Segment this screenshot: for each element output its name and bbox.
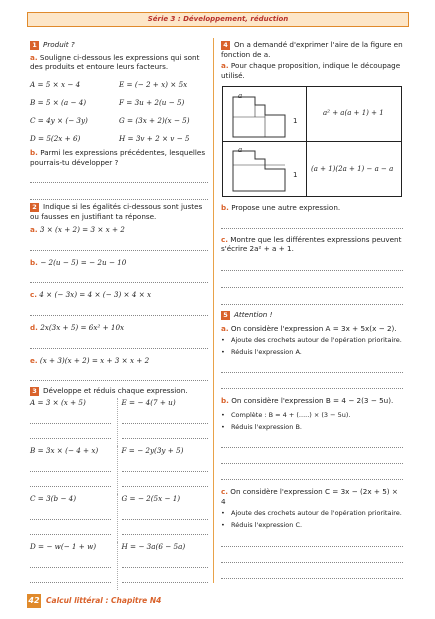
question-text: Souligne ci-dessous les expressions qui sont des produits et entoure leurs facteurs. bbox=[30, 52, 200, 72]
question-label: d. bbox=[30, 322, 38, 332]
question-label: b. bbox=[221, 396, 229, 406]
question-label: e. bbox=[30, 355, 38, 365]
exercise-number: 1 bbox=[30, 41, 39, 50]
answer-line[interactable] bbox=[221, 363, 403, 373]
equality: − 2(u − 5) = − 2u − 10 bbox=[40, 257, 127, 267]
exercise-4 bbox=[221, 40, 403, 80]
exercise-1-expressions bbox=[30, 80, 208, 200]
answer-line[interactable] bbox=[122, 477, 209, 487]
answer-line[interactable] bbox=[30, 241, 208, 251]
instruction-bullet: • Ajoute des crochets autour de l'opération prioritaire. bbox=[221, 509, 403, 519]
exercise-3 bbox=[30, 386, 208, 396]
instruction-bullet: • Ajoute des crochets autour de l'opération prioritaire. bbox=[221, 336, 403, 346]
instruction-bullet: • Réduis l'expression C. bbox=[221, 521, 403, 531]
area-figures bbox=[223, 87, 306, 196]
answer-line[interactable] bbox=[122, 573, 209, 583]
question-text: Pour chaque proposition, indique le découpage utilisé. bbox=[221, 61, 401, 80]
question-label: a. bbox=[221, 323, 229, 333]
answer-line[interactable] bbox=[30, 414, 111, 424]
expression: C = 3(b − 4) bbox=[30, 494, 77, 503]
side-label-a: a bbox=[238, 92, 243, 100]
expression: D = − w(− 1 + w) bbox=[30, 542, 97, 551]
answer-line[interactable] bbox=[30, 525, 111, 535]
figure-table bbox=[222, 86, 402, 197]
question-text: Montre que les différentes expressions peuvent s'écrire 2a² + a + 1. bbox=[221, 234, 402, 254]
question-label: a. bbox=[30, 225, 38, 235]
side-label-1: 1 bbox=[293, 117, 298, 125]
series-banner: Série 3 : Développement, réduction bbox=[27, 12, 409, 27]
expression: A = 3 × (x + 5) bbox=[30, 398, 86, 407]
question-text: Propose une autre expression. bbox=[231, 203, 341, 212]
exercise-title: Produit ? bbox=[43, 40, 75, 49]
expression: B = 5 × (a − 4) bbox=[30, 98, 87, 107]
expression: F = − 2y(3y + 5) bbox=[121, 446, 184, 455]
equality: 3 × (x + 2) = 3 × x + 2 bbox=[39, 225, 125, 235]
answer-line[interactable] bbox=[30, 190, 208, 200]
answer-line[interactable] bbox=[122, 429, 209, 439]
exercise-title: Indique si les égalités ci-dessous sont justes ou fausses en justifiant ta réponse. bbox=[30, 202, 203, 221]
answer-line[interactable] bbox=[30, 573, 111, 583]
answer-line[interactable] bbox=[122, 510, 209, 520]
answer-line[interactable] bbox=[221, 278, 403, 288]
exercise-1 bbox=[30, 40, 208, 72]
answer-line[interactable] bbox=[122, 558, 209, 568]
equality: (x + 3)(x + 2) = x + 3 × x + 2 bbox=[39, 355, 150, 365]
expression: H = 3v + 2 × v − 5 bbox=[119, 134, 190, 143]
answer-line[interactable] bbox=[221, 470, 403, 480]
table-col-divider bbox=[306, 87, 307, 196]
expression: B = 3x × (− 4 + x) bbox=[30, 446, 99, 455]
figure-shape-2 bbox=[233, 151, 285, 191]
expression: C = 4y × (− 3y) bbox=[30, 116, 88, 125]
expression-1: a² + a(a + 1) + 1 bbox=[323, 109, 384, 117]
answer-line[interactable] bbox=[221, 261, 403, 271]
answer-line[interactable] bbox=[221, 537, 403, 547]
question-label: b. bbox=[30, 257, 38, 267]
answer-line[interactable] bbox=[30, 339, 208, 349]
exercise-4-followup bbox=[221, 203, 403, 305]
question-label: b. bbox=[30, 148, 38, 157]
exercise-title: Développe et réduis chaque expression. bbox=[43, 386, 188, 395]
question-label: c. bbox=[30, 290, 37, 300]
page-number: 42 bbox=[27, 594, 41, 608]
equality: 2x(3x + 5) = 6x² + 10x bbox=[40, 322, 125, 332]
answer-line[interactable] bbox=[30, 462, 111, 472]
question-label: a. bbox=[221, 61, 229, 71]
answer-line[interactable] bbox=[122, 462, 209, 472]
exercise-number: 4 bbox=[221, 41, 230, 50]
column-divider bbox=[213, 38, 214, 583]
question-text: On considère l'expression A = 3x + 5x(x − 2). bbox=[230, 323, 397, 333]
answer-line[interactable] bbox=[30, 306, 208, 316]
expression: E = (− 2 + x) × 5x bbox=[119, 80, 188, 89]
answer-line[interactable] bbox=[30, 477, 111, 487]
expression-2: (a + 1)(2a + 1) − a − a bbox=[311, 165, 394, 173]
exercise-2 bbox=[30, 202, 208, 381]
page-footer bbox=[27, 594, 161, 608]
side-label-a: a bbox=[238, 146, 243, 154]
expression: G = − 2(5x − 1) bbox=[121, 494, 181, 503]
answer-line[interactable] bbox=[221, 438, 403, 448]
question-label: a. bbox=[30, 52, 38, 62]
expression: A = 5 × x − 4 bbox=[30, 80, 81, 89]
answer-line[interactable] bbox=[221, 553, 403, 563]
answer-line[interactable] bbox=[221, 295, 403, 305]
expression: F = 3u + 2(u − 5) bbox=[119, 98, 185, 107]
side-label-1: 1 bbox=[293, 171, 298, 179]
answer-line[interactable] bbox=[30, 173, 208, 183]
question-label: c. bbox=[221, 234, 228, 244]
chapter-title: Calcul littéral : Chapitre N4 bbox=[46, 596, 162, 605]
answer-line[interactable] bbox=[122, 414, 209, 424]
expression: E = − 4(7 + u) bbox=[121, 398, 176, 407]
instruction-bullet: • Réduis l'expression B. bbox=[221, 423, 403, 433]
answer-line[interactable] bbox=[30, 558, 111, 568]
exercise-title: Attention ! bbox=[234, 310, 273, 319]
expression: D = 5(2x + 6) bbox=[30, 134, 81, 143]
answer-line[interactable] bbox=[221, 219, 403, 229]
question-text: On considère l'expression C = 3x − (2x + 5) × 4 bbox=[221, 487, 398, 506]
answer-line[interactable] bbox=[30, 510, 111, 520]
answer-line[interactable] bbox=[221, 379, 403, 389]
answer-line[interactable] bbox=[122, 525, 209, 535]
question-text: Parmi les expressions précédentes, lesquelles pourrais-tu développer ? bbox=[30, 148, 206, 167]
exercise-title: On a demandé d'exprimer l'aire de la figure en fonction de a. bbox=[221, 40, 403, 59]
answer-line[interactable] bbox=[30, 273, 208, 283]
exercise-number: 2 bbox=[30, 203, 39, 212]
question-text: On considère l'expression B = 4 − 2(3 − 5u). bbox=[231, 396, 394, 406]
exercise-5 bbox=[221, 310, 403, 579]
answer-line[interactable] bbox=[221, 454, 403, 464]
expression: G = (3x + 2)(x − 5) bbox=[119, 116, 190, 125]
instruction-bullet: • Complète : B = 4 + (.....) × (3 − 5u). bbox=[221, 411, 403, 421]
exercise-3-grid bbox=[30, 398, 208, 590]
exercise-number: 3 bbox=[30, 387, 39, 396]
question-label: c. bbox=[221, 487, 228, 497]
answer-line[interactable] bbox=[30, 429, 111, 439]
exercise-number: 5 bbox=[221, 311, 230, 320]
instruction-bullet: • Réduis l'expression A. bbox=[221, 348, 403, 358]
question-label: b. bbox=[221, 203, 229, 212]
answer-line[interactable] bbox=[30, 371, 208, 381]
equality: 4 × (− 3x) = 4 × (− 3) × 4 × x bbox=[39, 290, 152, 300]
answer-line[interactable] bbox=[221, 569, 403, 579]
expression: H = − 3a(6 − 5a) bbox=[121, 542, 186, 551]
